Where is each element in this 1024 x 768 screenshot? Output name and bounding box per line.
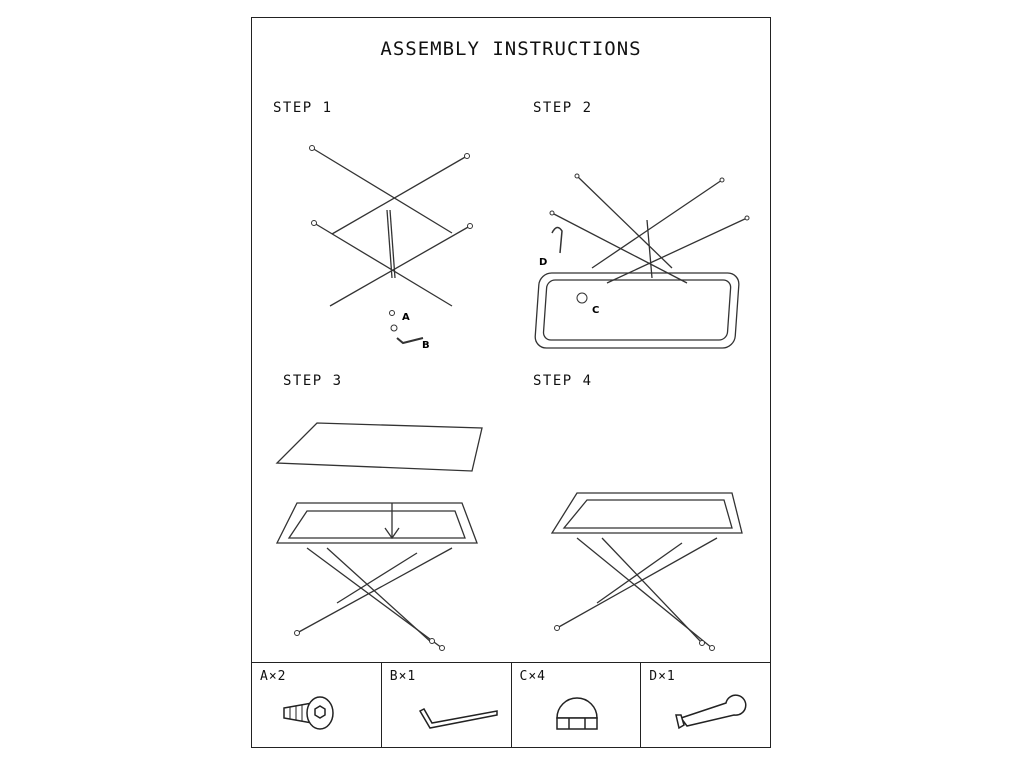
step-4-label: STEP 4 <box>533 373 593 389</box>
part-d-label: D×1 <box>649 669 676 684</box>
bolt-icon <box>252 663 382 748</box>
callout-c: C <box>592 305 600 316</box>
callout-b: B <box>422 340 430 351</box>
step-3-diagram <box>267 413 497 653</box>
part-c <box>512 663 642 748</box>
page-title: ASSEMBLY INSTRUCTIONS <box>380 38 642 60</box>
cap-nut-icon <box>577 293 587 303</box>
part-a <box>252 663 382 748</box>
callout-d: D <box>539 257 548 268</box>
part-b <box>382 663 512 748</box>
step-2-label: STEP 2 <box>533 100 593 116</box>
part-a-label: A×2 <box>260 669 287 684</box>
step-2-diagram <box>527 168 757 368</box>
part-c-label: C×4 <box>519 669 546 684</box>
wrench-icon <box>641 663 771 748</box>
allen-key-icon <box>382 663 512 748</box>
step-3-label: STEP 3 <box>283 373 343 389</box>
step-1-diagram <box>302 138 502 358</box>
step-4-diagram <box>542 478 752 658</box>
cap-nut-icon <box>512 663 642 748</box>
wrench-icon <box>552 227 562 253</box>
part-d <box>641 663 770 748</box>
callout-a: A <box>402 312 410 323</box>
parts-list <box>252 662 770 748</box>
part-b-label: B×1 <box>389 669 417 684</box>
step-1-label: STEP 1 <box>273 100 333 116</box>
allen-key-icon <box>397 338 423 343</box>
instruction-sheet <box>251 17 771 748</box>
